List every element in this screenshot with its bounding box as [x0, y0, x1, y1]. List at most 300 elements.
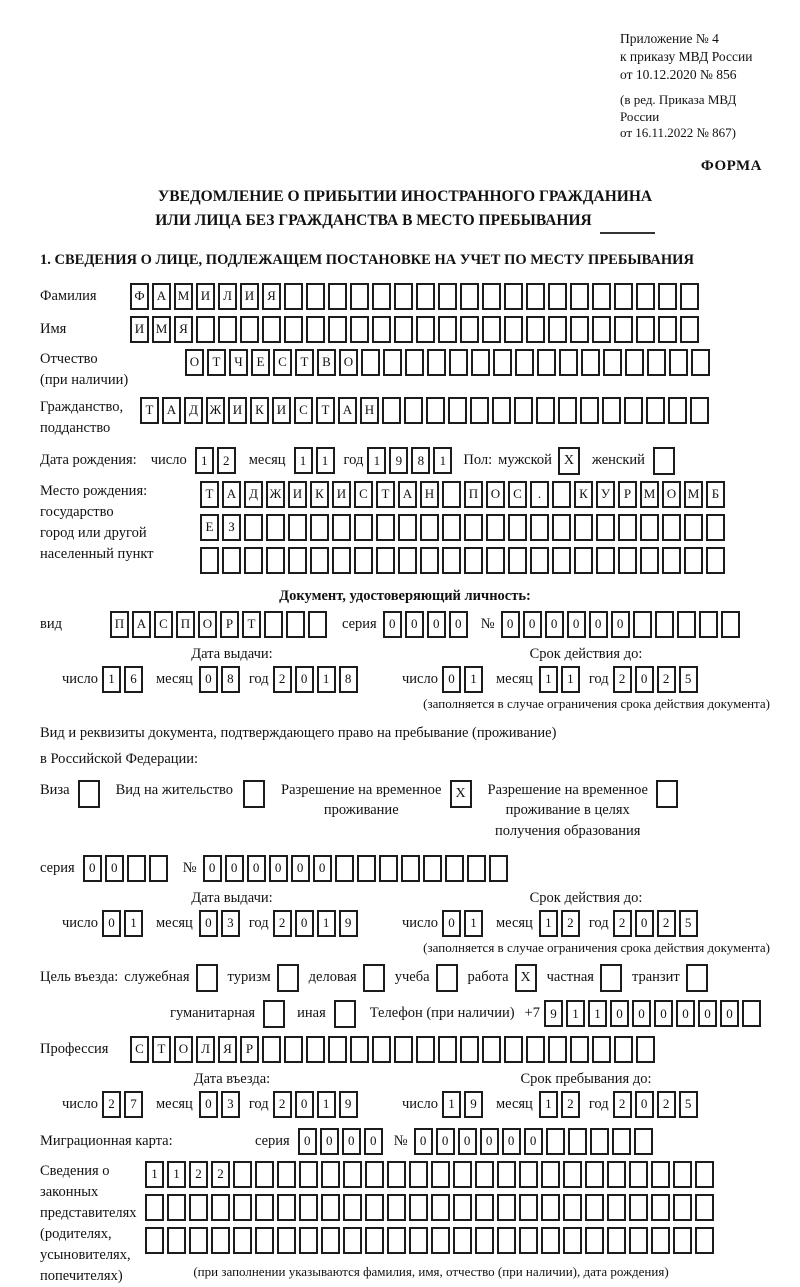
- char-cell[interactable]: [343, 1161, 362, 1188]
- char-cell[interactable]: И: [196, 283, 215, 310]
- char-cell[interactable]: [614, 316, 633, 343]
- char-cell[interactable]: С: [294, 397, 313, 424]
- char-cell[interactable]: 0: [635, 1091, 654, 1118]
- char-cell[interactable]: [684, 514, 703, 541]
- char-cell[interactable]: [492, 397, 511, 424]
- char-cell[interactable]: [651, 1161, 670, 1188]
- char-cell[interactable]: [277, 1194, 296, 1221]
- char-cell[interactable]: 2: [561, 1091, 580, 1118]
- char-cell[interactable]: 0: [501, 611, 520, 638]
- char-cell[interactable]: 1: [367, 447, 386, 474]
- char-cell[interactable]: [453, 1194, 472, 1221]
- char-cell[interactable]: [464, 514, 483, 541]
- purpose-work-checkbox[interactable]: X: [515, 964, 537, 992]
- char-cell[interactable]: [343, 1227, 362, 1254]
- char-cell[interactable]: А: [162, 397, 181, 424]
- char-cell[interactable]: Ж: [266, 481, 285, 508]
- char-cell[interactable]: [460, 316, 479, 343]
- char-cell[interactable]: К: [574, 481, 593, 508]
- char-cell[interactable]: [233, 1161, 252, 1188]
- char-cell[interactable]: Л: [218, 283, 237, 310]
- char-cell[interactable]: О: [174, 1036, 193, 1063]
- char-cell[interactable]: [361, 349, 380, 376]
- char-cell[interactable]: [321, 1194, 340, 1221]
- char-cell[interactable]: [536, 397, 555, 424]
- char-cell[interactable]: 0: [698, 1000, 717, 1027]
- char-cell[interactable]: [306, 1036, 325, 1063]
- char-cell[interactable]: [574, 547, 593, 574]
- char-cell[interactable]: [308, 611, 327, 638]
- char-cell[interactable]: [614, 283, 633, 310]
- char-cell[interactable]: [394, 1036, 413, 1063]
- char-cell[interactable]: [460, 1036, 479, 1063]
- char-cell[interactable]: [189, 1227, 208, 1254]
- char-cell[interactable]: [504, 1036, 523, 1063]
- char-cell[interactable]: 9: [389, 447, 408, 474]
- char-cell[interactable]: [189, 1194, 208, 1221]
- char-cell[interactable]: [321, 1161, 340, 1188]
- char-cell[interactable]: [585, 1227, 604, 1254]
- char-cell[interactable]: [335, 855, 354, 882]
- char-cell[interactable]: 0: [502, 1128, 521, 1155]
- char-cell[interactable]: [332, 547, 351, 574]
- char-cell[interactable]: 1: [294, 447, 313, 474]
- char-cell[interactable]: [699, 611, 718, 638]
- temp-permit-education-checkbox[interactable]: [656, 780, 678, 808]
- char-cell[interactable]: З: [222, 514, 241, 541]
- char-cell[interactable]: Р: [240, 1036, 259, 1063]
- char-cell[interactable]: [563, 1194, 582, 1221]
- char-cell[interactable]: [244, 514, 263, 541]
- char-cell[interactable]: 8: [339, 666, 358, 693]
- char-cell[interactable]: [167, 1227, 186, 1254]
- char-cell[interactable]: [581, 349, 600, 376]
- char-cell[interactable]: 0: [427, 611, 446, 638]
- char-cell[interactable]: [552, 514, 571, 541]
- char-cell[interactable]: [328, 316, 347, 343]
- char-cell[interactable]: Т: [316, 397, 335, 424]
- char-cell[interactable]: Т: [242, 611, 261, 638]
- char-cell[interactable]: [127, 855, 146, 882]
- char-cell[interactable]: [706, 547, 725, 574]
- char-cell[interactable]: [570, 1036, 589, 1063]
- char-cell[interactable]: [354, 547, 373, 574]
- char-cell[interactable]: [365, 1194, 384, 1221]
- char-cell[interactable]: 0: [635, 910, 654, 937]
- char-cell[interactable]: 0: [342, 1128, 361, 1155]
- char-cell[interactable]: [634, 1128, 653, 1155]
- char-cell[interactable]: [684, 547, 703, 574]
- char-cell[interactable]: 2: [657, 910, 676, 937]
- char-cell[interactable]: 1: [124, 910, 143, 937]
- char-cell[interactable]: [453, 1161, 472, 1188]
- char-cell[interactable]: [546, 1128, 565, 1155]
- char-cell[interactable]: [442, 481, 461, 508]
- char-cell[interactable]: [394, 283, 413, 310]
- char-cell[interactable]: [442, 514, 461, 541]
- purpose-tourism-checkbox[interactable]: [277, 964, 299, 992]
- char-cell[interactable]: [262, 1036, 281, 1063]
- char-cell[interactable]: [409, 1161, 428, 1188]
- char-cell[interactable]: Т: [200, 481, 219, 508]
- char-cell[interactable]: Н: [420, 481, 439, 508]
- char-cell[interactable]: 0: [364, 1128, 383, 1155]
- char-cell[interactable]: [504, 283, 523, 310]
- char-cell[interactable]: 0: [383, 611, 402, 638]
- char-cell[interactable]: [558, 397, 577, 424]
- char-cell[interactable]: [651, 1227, 670, 1254]
- char-cell[interactable]: 1: [433, 447, 452, 474]
- char-cell[interactable]: [629, 1227, 648, 1254]
- char-cell[interactable]: [264, 611, 283, 638]
- char-cell[interactable]: [548, 316, 567, 343]
- char-cell[interactable]: [680, 283, 699, 310]
- char-cell[interactable]: 0: [676, 1000, 695, 1027]
- char-cell[interactable]: [519, 1161, 538, 1188]
- char-cell[interactable]: А: [222, 481, 241, 508]
- char-cell[interactable]: 2: [613, 666, 632, 693]
- char-cell[interactable]: [416, 283, 435, 310]
- char-cell[interactable]: [651, 1194, 670, 1221]
- char-cell[interactable]: [222, 547, 241, 574]
- char-cell[interactable]: И: [332, 481, 351, 508]
- char-cell[interactable]: 9: [544, 1000, 563, 1027]
- char-cell[interactable]: [288, 547, 307, 574]
- char-cell[interactable]: [464, 547, 483, 574]
- char-cell[interactable]: 0: [269, 855, 288, 882]
- char-cell[interactable]: 3: [221, 910, 240, 937]
- char-cell[interactable]: И: [228, 397, 247, 424]
- char-cell[interactable]: Ч: [229, 349, 248, 376]
- char-cell[interactable]: [742, 1000, 761, 1027]
- char-cell[interactable]: [629, 1194, 648, 1221]
- char-cell[interactable]: [530, 514, 549, 541]
- char-cell[interactable]: [541, 1194, 560, 1221]
- char-cell[interactable]: [401, 855, 420, 882]
- char-cell[interactable]: [570, 283, 589, 310]
- char-cell[interactable]: [662, 547, 681, 574]
- char-cell[interactable]: И: [240, 283, 259, 310]
- char-cell[interactable]: [548, 1036, 567, 1063]
- char-cell[interactable]: 9: [464, 1091, 483, 1118]
- gender-female-checkbox[interactable]: [653, 447, 675, 475]
- char-cell[interactable]: [691, 349, 710, 376]
- char-cell[interactable]: 2: [657, 1091, 676, 1118]
- temp-permit-checkbox[interactable]: X: [450, 780, 472, 808]
- char-cell[interactable]: [574, 514, 593, 541]
- char-cell[interactable]: [489, 855, 508, 882]
- char-cell[interactable]: 1: [539, 666, 558, 693]
- char-cell[interactable]: 0: [295, 910, 314, 937]
- char-cell[interactable]: 7: [124, 1091, 143, 1118]
- char-cell[interactable]: С: [273, 349, 292, 376]
- char-cell[interactable]: [470, 397, 489, 424]
- char-cell[interactable]: 2: [561, 910, 580, 937]
- char-cell[interactable]: [438, 283, 457, 310]
- char-cell[interactable]: [636, 316, 655, 343]
- char-cell[interactable]: [376, 514, 395, 541]
- gender-male-checkbox[interactable]: X: [558, 447, 580, 475]
- char-cell[interactable]: [431, 1161, 450, 1188]
- char-cell[interactable]: [328, 283, 347, 310]
- char-cell[interactable]: К: [310, 481, 329, 508]
- char-cell[interactable]: [614, 1036, 633, 1063]
- char-cell[interactable]: [640, 547, 659, 574]
- char-cell[interactable]: [552, 547, 571, 574]
- char-cell[interactable]: 0: [83, 855, 102, 882]
- char-cell[interactable]: [404, 397, 423, 424]
- char-cell[interactable]: 2: [613, 1091, 632, 1118]
- char-cell[interactable]: [690, 397, 709, 424]
- char-cell[interactable]: 1: [317, 910, 336, 937]
- char-cell[interactable]: [530, 547, 549, 574]
- char-cell[interactable]: 1: [102, 666, 121, 693]
- char-cell[interactable]: [376, 547, 395, 574]
- char-cell[interactable]: [372, 283, 391, 310]
- char-cell[interactable]: 2: [189, 1161, 208, 1188]
- char-cell[interactable]: Ж: [206, 397, 225, 424]
- char-cell[interactable]: [255, 1227, 274, 1254]
- char-cell[interactable]: 0: [442, 910, 461, 937]
- char-cell[interactable]: [668, 397, 687, 424]
- char-cell[interactable]: 0: [102, 910, 121, 937]
- char-cell[interactable]: [310, 547, 329, 574]
- char-cell[interactable]: 9: [339, 1091, 358, 1118]
- char-cell[interactable]: С: [154, 611, 173, 638]
- char-cell[interactable]: [240, 316, 259, 343]
- char-cell[interactable]: [624, 397, 643, 424]
- char-cell[interactable]: М: [684, 481, 703, 508]
- char-cell[interactable]: [233, 1194, 252, 1221]
- char-cell[interactable]: [629, 1161, 648, 1188]
- char-cell[interactable]: [145, 1194, 164, 1221]
- visa-checkbox[interactable]: [78, 780, 100, 808]
- char-cell[interactable]: [504, 316, 523, 343]
- char-cell[interactable]: [658, 283, 677, 310]
- char-cell[interactable]: 0: [405, 611, 424, 638]
- char-cell[interactable]: П: [176, 611, 195, 638]
- char-cell[interactable]: [286, 611, 305, 638]
- char-cell[interactable]: [277, 1227, 296, 1254]
- char-cell[interactable]: Н: [360, 397, 379, 424]
- purpose-business-checkbox[interactable]: [363, 964, 385, 992]
- char-cell[interactable]: О: [486, 481, 505, 508]
- char-cell[interactable]: [438, 1036, 457, 1063]
- char-cell[interactable]: [695, 1161, 714, 1188]
- char-cell[interactable]: [416, 316, 435, 343]
- char-cell[interactable]: [453, 1227, 472, 1254]
- char-cell[interactable]: [398, 547, 417, 574]
- char-cell[interactable]: Ф: [130, 283, 149, 310]
- char-cell[interactable]: 0: [295, 1091, 314, 1118]
- char-cell[interactable]: [398, 514, 417, 541]
- char-cell[interactable]: [365, 1227, 384, 1254]
- char-cell[interactable]: [568, 1128, 587, 1155]
- char-cell[interactable]: 1: [561, 666, 580, 693]
- char-cell[interactable]: 1: [316, 447, 335, 474]
- char-cell[interactable]: А: [132, 611, 151, 638]
- char-cell[interactable]: [460, 283, 479, 310]
- char-cell[interactable]: [563, 1161, 582, 1188]
- char-cell[interactable]: [541, 1161, 560, 1188]
- char-cell[interactable]: [357, 855, 376, 882]
- char-cell[interactable]: [695, 1194, 714, 1221]
- char-cell[interactable]: А: [152, 283, 171, 310]
- char-cell[interactable]: [677, 611, 696, 638]
- char-cell[interactable]: [471, 349, 490, 376]
- char-cell[interactable]: 0: [458, 1128, 477, 1155]
- char-cell[interactable]: 0: [414, 1128, 433, 1155]
- purpose-study-checkbox[interactable]: [436, 964, 458, 992]
- char-cell[interactable]: 2: [273, 1091, 292, 1118]
- char-cell[interactable]: 1: [442, 1091, 461, 1118]
- char-cell[interactable]: И: [272, 397, 291, 424]
- char-cell[interactable]: [673, 1194, 692, 1221]
- char-cell[interactable]: [332, 514, 351, 541]
- char-cell[interactable]: 5: [679, 666, 698, 693]
- char-cell[interactable]: [475, 1227, 494, 1254]
- char-cell[interactable]: Р: [220, 611, 239, 638]
- char-cell[interactable]: Д: [244, 481, 263, 508]
- char-cell[interactable]: 2: [657, 666, 676, 693]
- char-cell[interactable]: [603, 349, 622, 376]
- char-cell[interactable]: [409, 1194, 428, 1221]
- char-cell[interactable]: [526, 283, 545, 310]
- char-cell[interactable]: [647, 349, 666, 376]
- char-cell[interactable]: [590, 1128, 609, 1155]
- char-cell[interactable]: [284, 283, 303, 310]
- char-cell[interactable]: [662, 514, 681, 541]
- char-cell[interactable]: [218, 316, 237, 343]
- char-cell[interactable]: [306, 316, 325, 343]
- char-cell[interactable]: [394, 316, 413, 343]
- char-cell[interactable]: [497, 1227, 516, 1254]
- char-cell[interactable]: Т: [295, 349, 314, 376]
- char-cell[interactable]: .: [530, 481, 549, 508]
- char-cell[interactable]: [482, 1036, 501, 1063]
- char-cell[interactable]: А: [338, 397, 357, 424]
- char-cell[interactable]: 1: [566, 1000, 585, 1027]
- purpose-official-checkbox[interactable]: [196, 964, 218, 992]
- char-cell[interactable]: [548, 283, 567, 310]
- char-cell[interactable]: 0: [199, 910, 218, 937]
- char-cell[interactable]: [343, 1194, 362, 1221]
- char-cell[interactable]: [196, 316, 215, 343]
- char-cell[interactable]: О: [185, 349, 204, 376]
- char-cell[interactable]: Я: [174, 316, 193, 343]
- char-cell[interactable]: [321, 1227, 340, 1254]
- char-cell[interactable]: [519, 1194, 538, 1221]
- char-cell[interactable]: [431, 1227, 450, 1254]
- char-cell[interactable]: [255, 1194, 274, 1221]
- char-cell[interactable]: [372, 1036, 391, 1063]
- char-cell[interactable]: [438, 316, 457, 343]
- char-cell[interactable]: [618, 547, 637, 574]
- char-cell[interactable]: [486, 547, 505, 574]
- char-cell[interactable]: 2: [211, 1161, 230, 1188]
- char-cell[interactable]: Р: [618, 481, 637, 508]
- char-cell[interactable]: [211, 1194, 230, 1221]
- char-cell[interactable]: 0: [225, 855, 244, 882]
- char-cell[interactable]: [633, 611, 652, 638]
- char-cell[interactable]: С: [508, 481, 527, 508]
- char-cell[interactable]: П: [464, 481, 483, 508]
- char-cell[interactable]: 0: [523, 611, 542, 638]
- char-cell[interactable]: [515, 349, 534, 376]
- char-cell[interactable]: [233, 1227, 252, 1254]
- char-cell[interactable]: [350, 283, 369, 310]
- char-cell[interactable]: [475, 1194, 494, 1221]
- char-cell[interactable]: [426, 397, 445, 424]
- char-cell[interactable]: [266, 514, 285, 541]
- char-cell[interactable]: [382, 397, 401, 424]
- char-cell[interactable]: 1: [167, 1161, 186, 1188]
- char-cell[interactable]: [695, 1227, 714, 1254]
- char-cell[interactable]: С: [354, 481, 373, 508]
- char-cell[interactable]: 1: [464, 666, 483, 693]
- char-cell[interactable]: [379, 855, 398, 882]
- char-cell[interactable]: 0: [105, 855, 124, 882]
- char-cell[interactable]: [497, 1161, 516, 1188]
- char-cell[interactable]: [658, 316, 677, 343]
- char-cell[interactable]: Т: [152, 1036, 171, 1063]
- char-cell[interactable]: [306, 283, 325, 310]
- char-cell[interactable]: [405, 349, 424, 376]
- char-cell[interactable]: А: [398, 481, 417, 508]
- char-cell[interactable]: 8: [221, 666, 240, 693]
- char-cell[interactable]: [508, 514, 527, 541]
- char-cell[interactable]: [526, 1036, 545, 1063]
- char-cell[interactable]: [200, 547, 219, 574]
- char-cell[interactable]: [328, 1036, 347, 1063]
- char-cell[interactable]: 0: [247, 855, 266, 882]
- char-cell[interactable]: [537, 349, 556, 376]
- char-cell[interactable]: 2: [273, 910, 292, 937]
- char-cell[interactable]: 0: [203, 855, 222, 882]
- char-cell[interactable]: [475, 1161, 494, 1188]
- char-cell[interactable]: [636, 1036, 655, 1063]
- char-cell[interactable]: М: [174, 283, 193, 310]
- char-cell[interactable]: [442, 547, 461, 574]
- char-cell[interactable]: [167, 1194, 186, 1221]
- char-cell[interactable]: [680, 316, 699, 343]
- char-cell[interactable]: [310, 514, 329, 541]
- char-cell[interactable]: В: [317, 349, 336, 376]
- char-cell[interactable]: [277, 1161, 296, 1188]
- char-cell[interactable]: [592, 316, 611, 343]
- char-cell[interactable]: [559, 349, 578, 376]
- char-cell[interactable]: Е: [251, 349, 270, 376]
- char-cell[interactable]: [387, 1161, 406, 1188]
- char-cell[interactable]: [387, 1194, 406, 1221]
- char-cell[interactable]: [416, 1036, 435, 1063]
- char-cell[interactable]: [592, 283, 611, 310]
- char-cell[interactable]: 1: [588, 1000, 607, 1027]
- char-cell[interactable]: [467, 855, 486, 882]
- char-cell[interactable]: 9: [339, 910, 358, 937]
- char-cell[interactable]: 0: [610, 1000, 629, 1027]
- char-cell[interactable]: 1: [464, 910, 483, 937]
- char-cell[interactable]: [612, 1128, 631, 1155]
- char-cell[interactable]: 0: [720, 1000, 739, 1027]
- char-cell[interactable]: [255, 1161, 274, 1188]
- char-cell[interactable]: [486, 514, 505, 541]
- char-cell[interactable]: 0: [589, 611, 608, 638]
- char-cell[interactable]: [244, 547, 263, 574]
- char-cell[interactable]: [673, 1161, 692, 1188]
- char-cell[interactable]: [592, 1036, 611, 1063]
- char-cell[interactable]: [420, 547, 439, 574]
